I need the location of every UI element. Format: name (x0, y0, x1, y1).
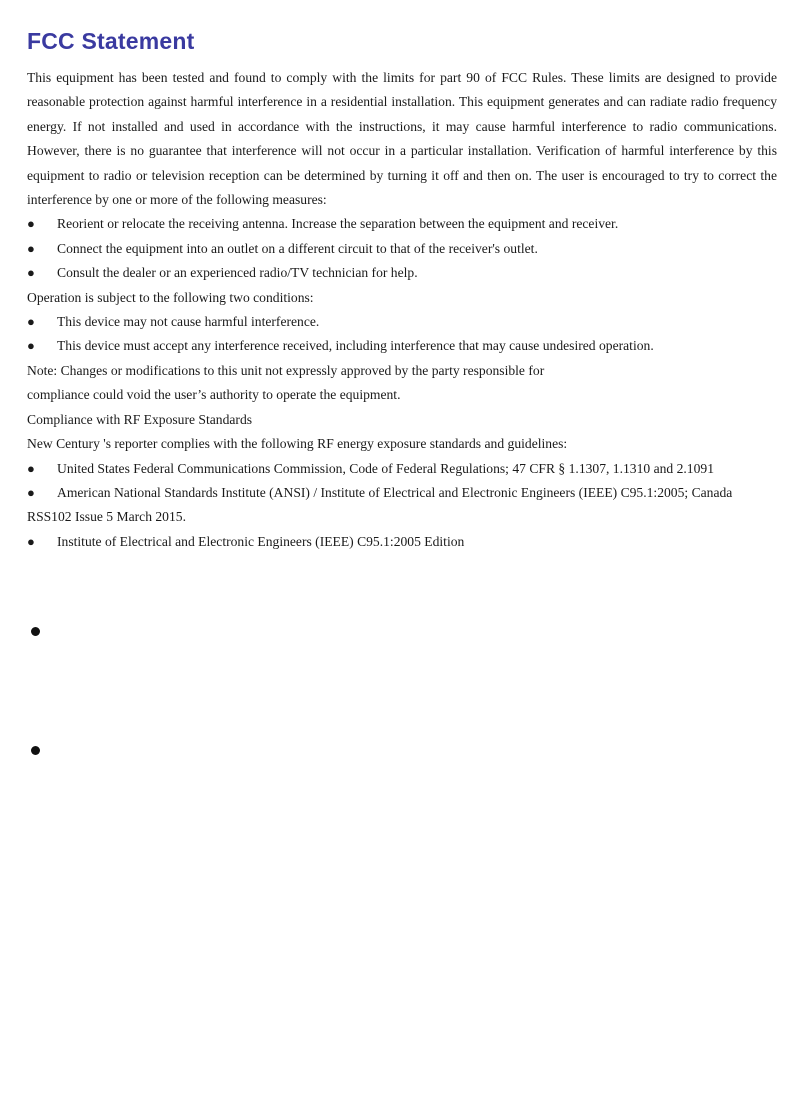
list-item (27, 530, 777, 554)
list-item-text: Institute of Electrical and Electronic Engineers (IEEE) C95.1:2005 Edition (57, 533, 465, 549)
list-item-text: This device may not cause harmful interference. (57, 314, 320, 330)
list-item-text: This device must accept any interference received, including interference that may cause undesired operation. (57, 338, 654, 354)
list-item (27, 237, 777, 261)
note-line-2: compliance could void the user’s authority to operate the equipment. (27, 387, 401, 403)
page-title: FCC Statement (27, 28, 195, 54)
rf-standards-list (27, 457, 777, 555)
bullet-icon: ● (27, 240, 35, 256)
list-item (27, 310, 777, 334)
conditions-list (27, 310, 777, 359)
bullet-icon: ● (27, 265, 35, 281)
list-item-text: Consult the dealer or an experienced radio/TV technician for help. (57, 265, 418, 281)
note-line-1: Note: Changes or modifications to this unit not expressly approved by the party responsible for (27, 362, 545, 378)
list-item-text: Connect the equipment into an outlet on a different circuit to that of the receiver's outlet. (57, 240, 538, 256)
list-item-text: United States Federal Communications Commission, Code of Federal Regulations; 47 CFR § 1.1307, 1.1310 and 2.1091 (57, 460, 714, 476)
list-item (27, 457, 777, 481)
intro-paragraph: This equipment has been tested and found to comply with the limits for part 90 of FCC Rules. These limits are designed to provide reasonable protection against harmful interference in a residential installation. This equipment generates and can radiate radio frequency energy. If not installed and used in accordance with the instructions, it may cause harmful interference to radio communications. However, there is no guarantee that interference will not occur in a particular installation. Verification of harmful interference by this equipment to radio or television reception can be determined by turning it off and then on. The user is encouraged to try to correct the interference by one or more of the following measures: (27, 70, 777, 208)
list-item (27, 212, 777, 236)
stray-bullet-icon (31, 746, 40, 755)
bullet-icon: ● (27, 460, 35, 476)
bullet-icon: ● (27, 533, 35, 549)
fcc-statement-body (27, 66, 777, 554)
rf-intro: New Century 's reporter complies with the following RF energy exposure standards and guidelines: (27, 436, 568, 452)
list-item (27, 481, 777, 530)
conditions-intro: Operation is subject to the following two conditions: (27, 289, 314, 305)
list-item (27, 261, 777, 285)
rf-heading: Compliance with RF Exposure Standards (27, 411, 253, 427)
bullet-icon: ● (27, 216, 35, 232)
bullet-icon: ● (27, 338, 35, 354)
stray-bullet-icon (31, 627, 40, 636)
list-item (27, 334, 777, 358)
bullet-icon: ● (27, 314, 35, 330)
list-item-text: American National Standards Institute (ANSI) / Institute of Electrical and Electronic Engineers (IEEE) C95.1:2005; Canada RSS102 Issue 5 March 2015. (27, 484, 733, 525)
measures-list (27, 212, 777, 285)
bullet-icon: ● (27, 484, 35, 500)
list-item-text: Reorient or relocate the receiving antenna. Increase the separation between the equipment and receiver. (57, 216, 619, 232)
